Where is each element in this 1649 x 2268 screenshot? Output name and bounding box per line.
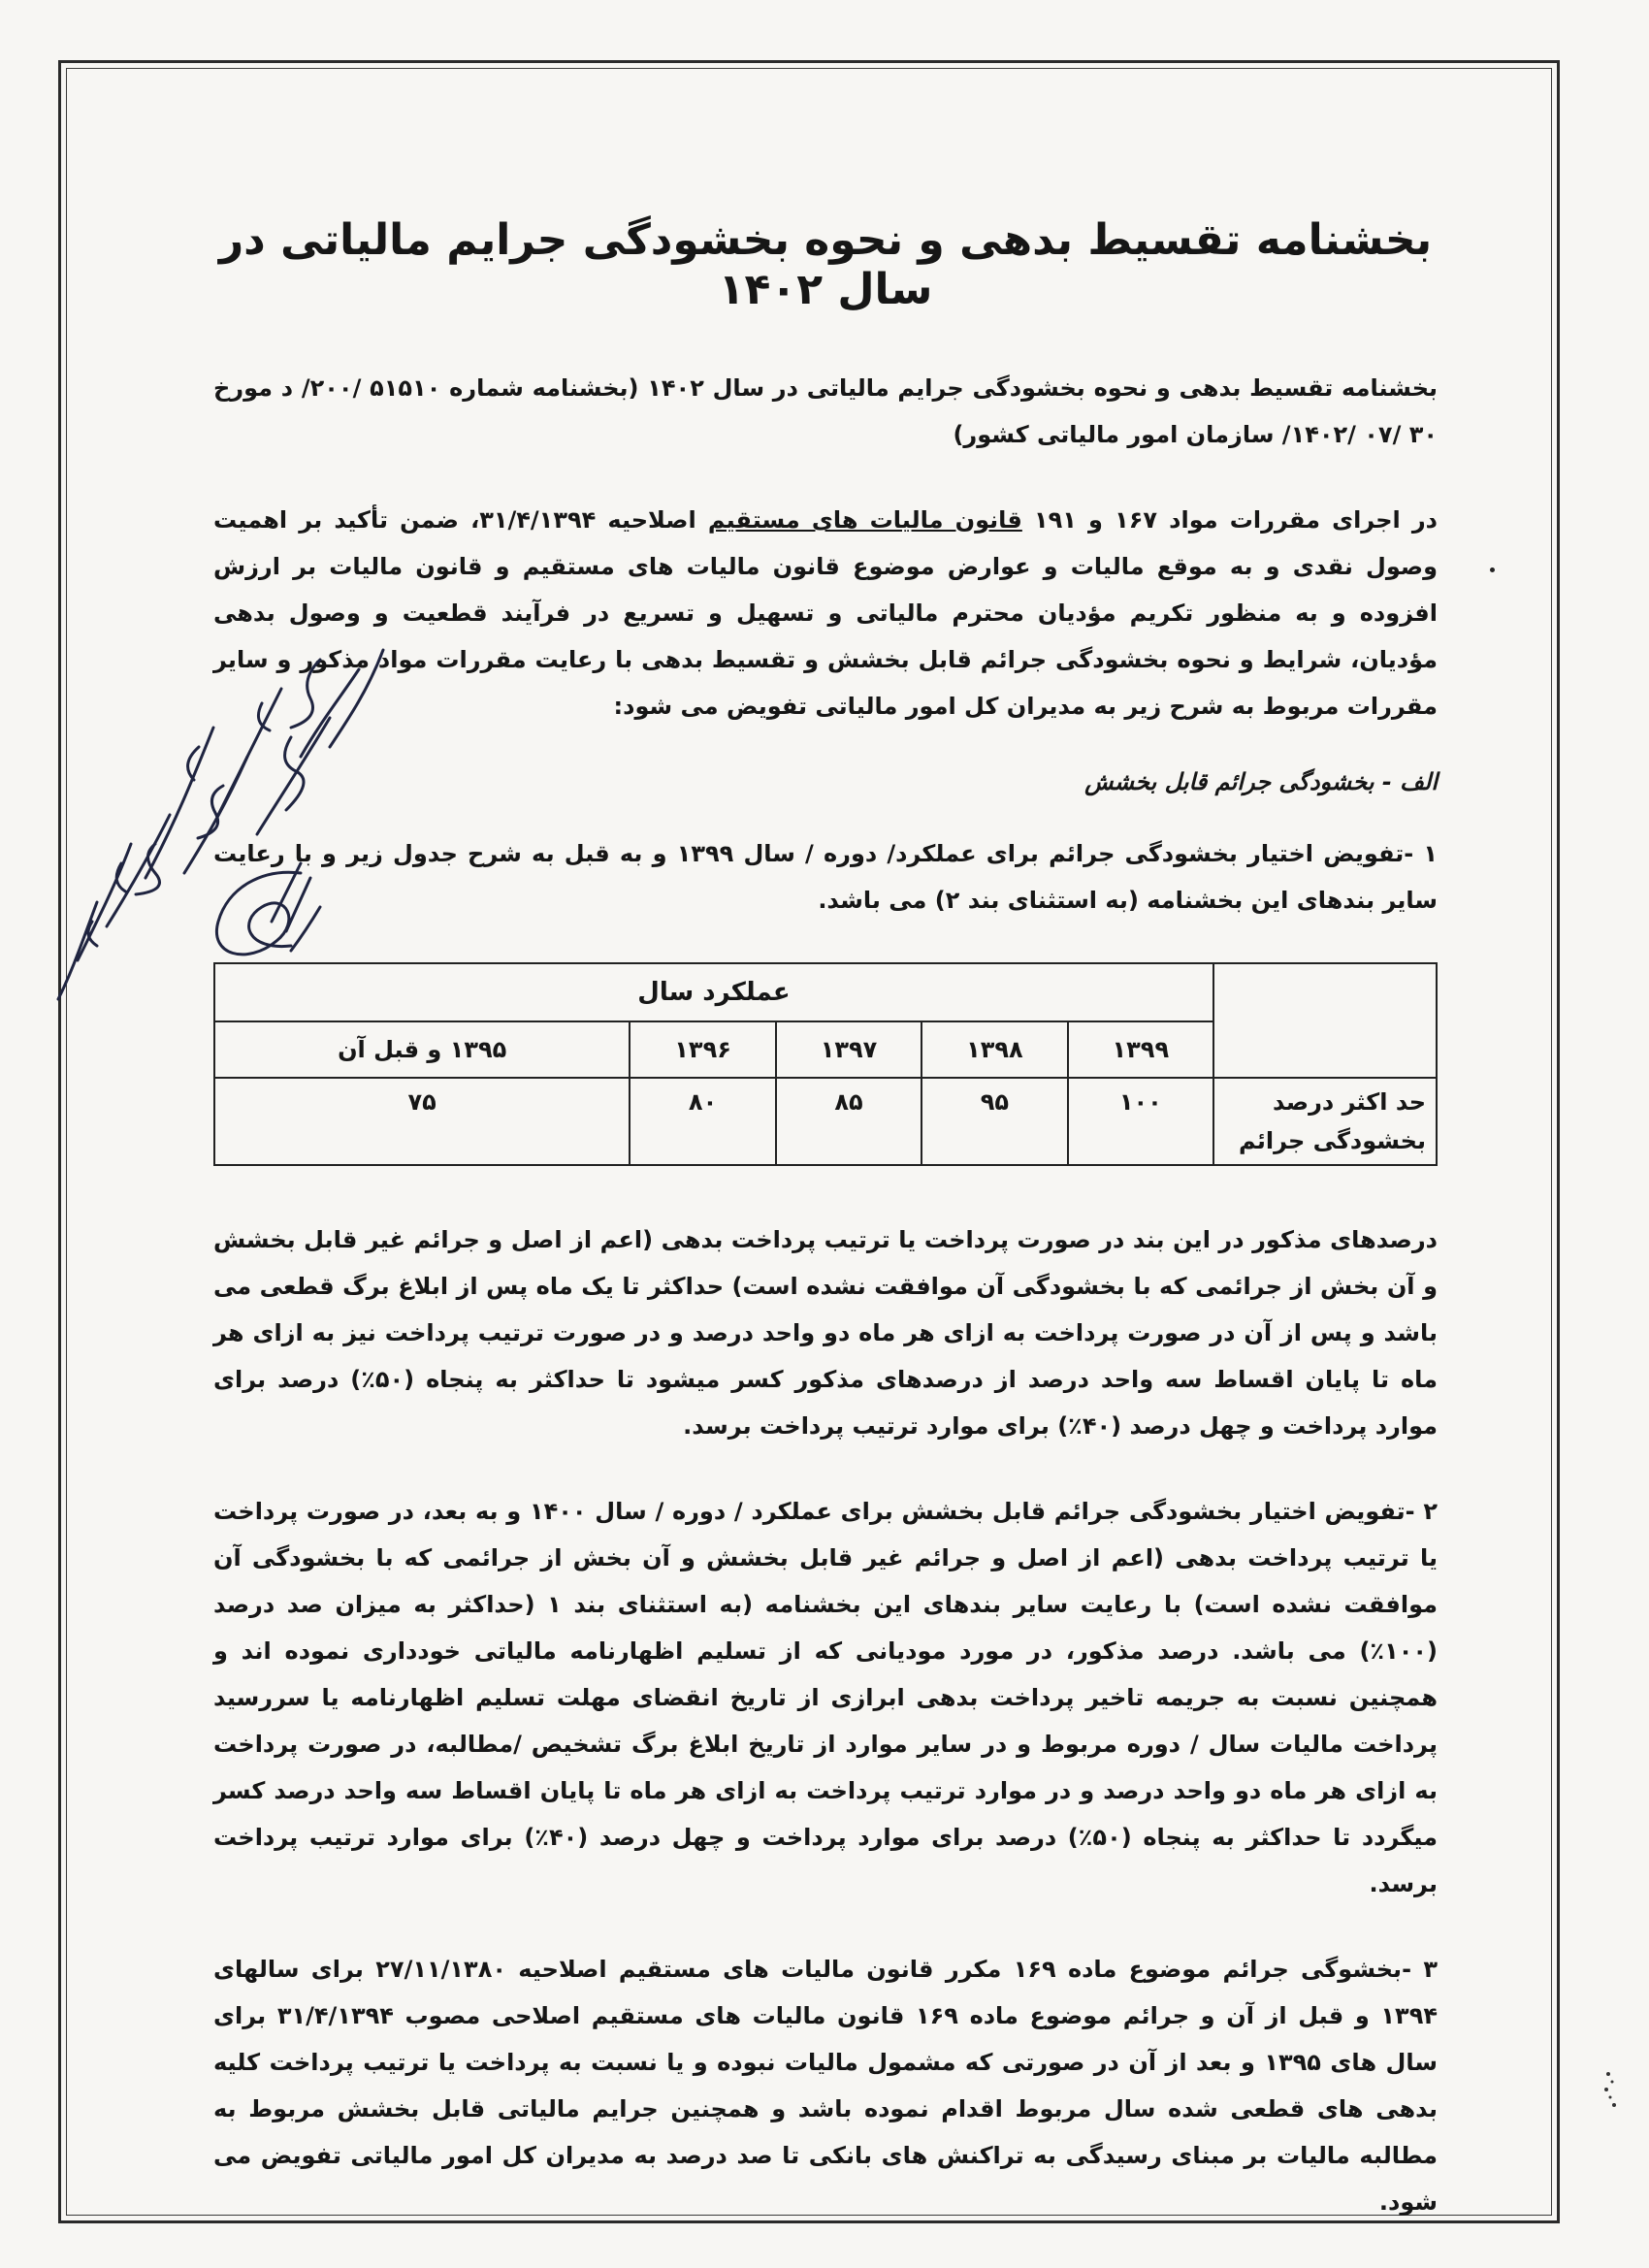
item-3-paragraph: ۳ -بخشوگی جرائم موضوع ماده ۱۶۹ مکرر قانون مالیات های مستقیم اصلاحیه ۲۷/۱۱/۱۳۸۰ برای سالهای ۱۳۹۴ و قبل از آن و جرائم موضوع ماده ۱۶۹ قانون مالیات های مستقیم اصلاحی مصوب ۳۱/۴/۱۳۹۴ برای سال های ۱۳۹۵ و بعد از آن در صورتی که مشمول مالیات نبوده و یا نسبت به پرداخت یا ترتیب پرداخت کلیه بدهی های قطعی شده سال مربوط اقدام نموده باشد و همچنین جرایم مالیاتی قابل بخشش مربوط به مطالبه مالیات بر مبنای رسیدگی به تراکنش های بانکی تا صد درصد به مدیران کل امور مالیاتی تفویض می شود. <box>213 1956 1438 2216</box>
table-value-cell: ۸۵ <box>776 1078 922 1165</box>
section-a-heading: الف - بخشودگی جرائم قابل بخشش <box>1084 768 1438 795</box>
after-table-paragraph: درصدهای مذکور در این بند در صورت پرداخت یا ترتیب پرداخت بدهی (اعم از اصل و جرائم غیر قابل بخشش و آن بخش از جرائمی که با بخشودگی آن موافقت نشده است) حداکثر تا یک ماه پس از ابلاغ برگ قطعی می باشد و پس از آن در صورت پرداخت به ازای هر ماه دو واحد درصد و در صورت ترتیب پرداخت نیز به ازای هر ماه تا پایان اقساط سه واحد درصد از درصدهای مذکور کسر میشود تا حداکثر به پنجاه (۵۰٪) درصد برای موارد پرداخت و چهل درصد (۴۰٪) برای موارد ترتیب پرداخت برسد. <box>213 1226 1438 1440</box>
item-2-paragraph: ۲ -تفویض اختیار بخشودگی جرائم قابل بخشش برای عملکرد / دوره / سال ۱۴۰۰ و به بعد، در صورت پرداخت یا ترتیب پرداخت بدهی (اعم از اصل و جرائم غیر قابل بخشش و آن بخش از جرائمی که با بخشودگی آن موافقت نشده است) با رعایت سایر بندهای این بخشنامه (به استثنای بند ۱ (حداکثر به میزان صد درصد (۱۰۰٪) می باشد. درصد مذکور، در مورد مودیانی که از تسلیم اظهارنامه مالیاتی خودداری نموده اند و همچنین نسبت به جریمه تاخیر پرداخت بدهی ابرازی از تاریخ انقضای مهلت تسلیم اظهارنامه یا سررسید پرداخت مالیات سال / دوره مربوط و در سایر موارد از تاریخ ابلاغ برگ تشخیص /مطالبه، در صورت پرداخت به ازای هر ماه دو واحد درصد و در موارد ترتیب پرداخت به ازای هر ماه تا پایان اقساط سه واحد درصد کسر میگردد تا حداکثر به پنجاه (۵۰٪) درصد برای موارد پرداخت و چهل درصد (۴۰٪) برای موارد ترتیب پرداخت برسد. <box>213 1498 1439 1897</box>
table-group-header: عملکرد سال <box>214 963 1213 1021</box>
page-title: بخشنامه تقسیط بدهی و نحوه بخشودگی جرایم مالیاتی در سال ۱۴۰۲ <box>218 215 1433 314</box>
table-value-cell: ۹۵ <box>922 1078 1067 1165</box>
table-row-label: حد اکثر درصد بخشودگی جرائم <box>1213 1078 1437 1165</box>
table-corner-cell <box>1213 963 1437 1078</box>
item-1-paragraph: ۱ -تفویض اختیار بخشودگی جرائم برای عملکرد/ دوره / سال ۱۳۹۹ و به قبل به شرح جدول زیر و با رعایت سایر بندهای این بخشنامه (به استثنای بند ۲) می باشد. <box>213 840 1439 914</box>
table-year-cell: ۱۳۹۸ <box>922 1021 1067 1078</box>
preamble-end: اصلاحیه ۳۱/۴/۱۳۹۴، ضمن تأکید بر اهمیت وصول نقدی و به موقع مالیات و عوارض موضوع قانون مالیات های مستقیم و قانون مالیات بر ارزش افزوده و به منظور تکریم مؤدیان محترم مالیاتی و تسهیل و تسریع در فرآیند قطعیت و وصول بدهی مؤدیان، شرایط و نحوه بخشودگی جرائم قابل بخشش و تقسیط بدهی با رعایت مقررات مواد مذکور و سایر مقررات مربوط به شرح زیر به مدیران کل امور مالیاتی تفویض می شود: <box>213 506 1438 720</box>
table-value-cell: ۷۵ <box>214 1078 630 1165</box>
table-value-cell: ۱۰۰ <box>1068 1078 1213 1165</box>
table-year-cell: ۱۳۹۷ <box>776 1021 922 1078</box>
handwritten-note-and-signature <box>39 631 427 1048</box>
table-year-cell: ۱۳۹۵ و قبل آن <box>214 1021 630 1078</box>
preamble-start: در اجرای مقررات مواد ۱۶۷ و ۱۹۱ <box>1021 506 1438 534</box>
table-values-row <box>214 1078 1437 1165</box>
law-name-underlined: قانون مالیات های مستقیم <box>707 506 1022 534</box>
table-year-cell: ۱۳۹۹ <box>1068 1021 1213 1078</box>
table-value-cell: ۸۰ <box>630 1078 775 1165</box>
stray-dot <box>1490 567 1495 572</box>
scan-smudge <box>1600 2066 1620 2115</box>
table-year-cell: ۱۳۹۶ <box>630 1021 775 1078</box>
intro-paragraph: بخشنامه تقسیط بدهی و نحوه بخشودگی جرایم مالیاتی در سال ۱۴۰۲ (بخشنامه شماره ۵۱۵۱۰ /۲۰۰/ د مورخ ۳۰ /۰۷ /۱۴۰۲/ سازمان امور مالیاتی کشور) <box>213 374 1438 448</box>
document-body <box>213 184 1438 2264</box>
